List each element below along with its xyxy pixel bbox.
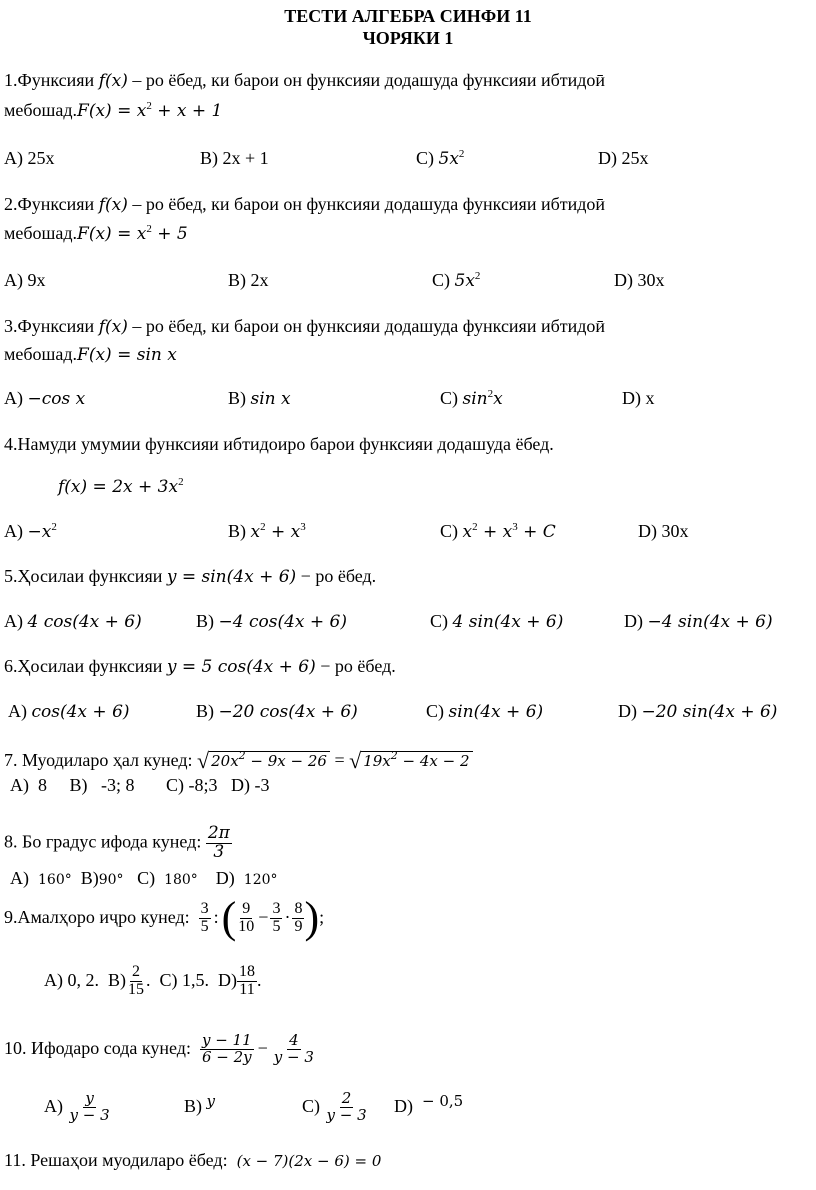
q9-text: 9.Амалҳоро иҷро кунед: 3 5 : ( 9 10 − $\frac{3}{5}$ · 8 9 ) ;	[4, 893, 325, 942]
q6-option-a: A) cos(4x + 6)	[8, 701, 130, 722]
q6-option-c: C) sin(4x + 6)	[426, 701, 544, 722]
q11-text: 11. Решаҳои муодиларо ёбед: (x − 7)(2x − 6) = 0	[4, 1150, 382, 1170]
q1-option-c: C) $5x^2$	[416, 148, 465, 169]
q8-options: A) 160° B)90° C) 180° D) 120°	[10, 868, 278, 888]
q1-option-a: A) 25x	[4, 148, 55, 168]
q9-options: A) 0, 2. B) 2 15 . C) 1,5. D) 18 11 .	[44, 962, 262, 998]
q3-formula: мебошад.F(x) = sin x	[4, 344, 177, 365]
q3-option-a: A) −cos x	[4, 388, 86, 409]
q10-options: A) y y − 3 B) $^y$ C) 2 y − 3 D) $^{- 0,5}$	[44, 1088, 464, 1124]
q7-text: 7. Муодиларо ҳал кунед: √ $20x^2 - 9x - 26$ = √ $19x^2 - 4x - 2$	[4, 748, 473, 774]
q2-option-a: A) 9x	[4, 270, 46, 290]
q5-option-d: D) −4 sin(4x + 6)	[624, 611, 773, 632]
q10-text: 10. Ифодаро сода кунед: y − 11 6 − 2y − $\frac{4}{y - 3}$	[4, 1030, 314, 1066]
q4-option-a: $A) -x^2$	[4, 521, 57, 542]
q5-text: 5.Ҳосилаи функсияи y = sin(4x + 6) − ро ёбед.	[4, 566, 377, 587]
q4-option-d: D) 30x	[638, 521, 689, 541]
q2-option-c: C) $5x^2$	[432, 270, 481, 291]
q3-option-b: B) sin x	[228, 388, 291, 409]
q4-formula: $f(x) = 2x + 3x^2$	[58, 476, 184, 497]
title-line-2: ЧОРЯКИ 1	[362, 28, 454, 48]
q2-option-d: D) 30x	[614, 270, 665, 290]
q1-option-b: B) 2x + 1	[200, 148, 269, 168]
q2-text: 2.Функсияи f(x) – ро ёбед, ки барои он функсияи додашуда функсияи ибтидоӣ	[4, 194, 606, 215]
q3-option-c: C) $\sin^2x$	[440, 388, 503, 409]
q3-text: 3.Функсияи f(x) – ро ёбед, ки барои он функсияи додашуда функсияи ибтидоӣ	[4, 316, 606, 337]
q2-option-b: B) 2x	[228, 270, 269, 290]
q6-option-b: B) −20 cos(4x + 6)	[196, 701, 358, 722]
q6-text: 6.Ҳосилаи функсияи y = 5 cos(4x + 6) − ро ёбед.	[4, 656, 396, 677]
q5-option-b: B) −4 cos(4x + 6)	[196, 611, 347, 632]
q4-text: 4.Намуди умумии функсияи ибтидоиро барои функсияи додашуда ёбед.	[4, 434, 554, 454]
q5-option-a: A) 4 cos(4x + 6)	[4, 611, 142, 632]
title-line-1: ТЕСТИ АЛГЕБРА СИНФИ 11	[284, 6, 532, 26]
q5-option-c: C) 4 sin(4x + 6)	[430, 611, 564, 632]
q1-text: 1.Функсияи f(x) – ро ёбед, ки барои он функсияи додашуда функсияи ибтидоӣ	[4, 70, 606, 91]
q2-formula: мебошад.F(x) = $x^2 + 5$	[4, 223, 188, 244]
q1-formula: мебошад.F(x) = $x^2 + x + 1$	[4, 100, 223, 121]
q4-option-c: C) $x^2 + x^3 + C$	[440, 521, 556, 542]
q4-option-b: B) $x^2 + x^3$	[228, 521, 306, 542]
q7-options: A) 8 B) -3; 8 C) -8;3 D) -3	[10, 775, 270, 795]
q1-option-d: D) 25x	[598, 148, 649, 168]
q6-option-d: D) −20 sin(4x + 6)	[618, 701, 778, 722]
q3-option-d: D) x	[622, 388, 655, 408]
q8-text: 8. Бо градус ифода кунед: $\frac{2\pi}{3}$	[4, 823, 230, 862]
